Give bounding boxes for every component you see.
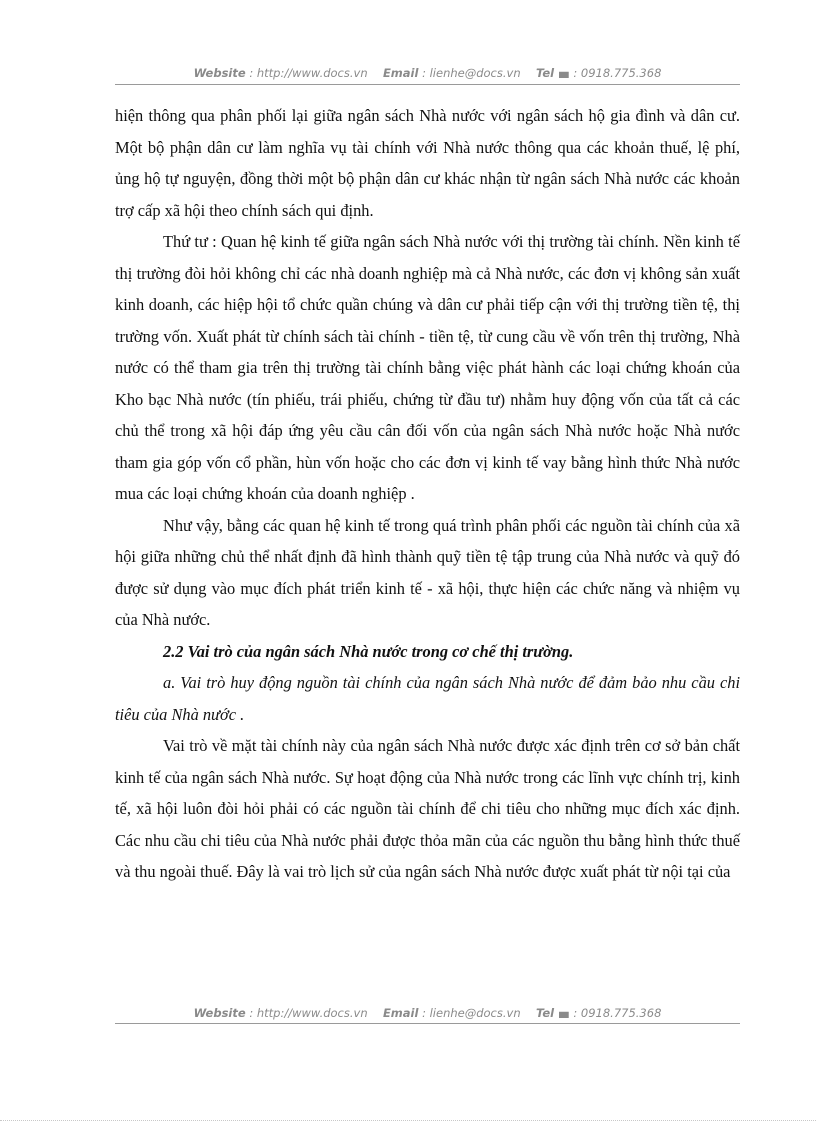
footer-website-link[interactable]: : http://www.docs.vn bbox=[249, 1006, 368, 1020]
phone-icon bbox=[559, 1009, 569, 1018]
footer-email-label: Email bbox=[382, 1006, 419, 1020]
footer-divider bbox=[115, 1023, 740, 1024]
page-boundary-line bbox=[0, 1120, 816, 1121]
header-divider bbox=[115, 84, 740, 85]
footer-email-link[interactable]: : lienhe@docs.vn bbox=[422, 1006, 521, 1020]
footer-tel-value: : 0918.775.368 bbox=[573, 1006, 662, 1020]
paragraph-3: Như vậy, bằng các quan hệ kinh tế trong quá trình phân phối các nguồn tài chính của xã hội giữa những chủ thể nhất định đã hình thành quỹ tiền tệ tập trung của Nhà nước và quỹ đó được sử dụng vào mục đích phát triển kinh tế - xã hội, thực hiện các chức năng và nhiệm vụ của Nhà nước. bbox=[115, 515, 740, 629]
header-email-link[interactable]: : lienhe@docs.vn bbox=[422, 66, 521, 80]
phone-icon bbox=[559, 69, 569, 78]
footer-tel-label: Tel bbox=[535, 1006, 555, 1020]
footer-website-label: Website bbox=[193, 1006, 246, 1020]
paragraph-2: Thứ tư : Quan hệ kinh tế giữa ngân sách Nhà nước với thị trường tài chính. Nền kinh tế thị trường đòi hỏi không chỉ các nhà doanh nghiệp mà cả Nhà nước, các đơn vị không sản xuất kinh doanh, các hiệp hội tổ chức quần chúng và dân cư phải tiếp cận với thị trường tiền tệ, thị trường vốn. Xuất phát từ chính sách tài chính - tiền tệ, từ cung cầu về vốn trên thị trường, Nhà nước có thể tham gia trên thị trường tài chính bằng việc phát hành các loại chứng khoán của Kho bạc Nhà nước (tín phiếu, trái phiếu, chứng từ đầu tư) nhằm huy động vốn của tất cả các chủ thể trong xã hội đáp ứng yêu cầu cân đối vốn của ngân sách Nhà nước hoặc Nhà nước tham gia góp vốn cổ phần, hùn vốn hoặc cho các đơn vị kinh tế vay bằng hình thức Nhà nước mua các loại chứng khoán của doanh nghiệp . bbox=[115, 232, 740, 503]
header-website-label: Website bbox=[193, 66, 246, 80]
paragraph-4: Vai trò về mặt tài chính này của ngân sách Nhà nước được xác định trên cơ sở bản chất kinh tế của ngân sách Nhà nước. Sự hoạt động của Nhà nước trong các lĩnh vực chính trị, kinh tế, xã hội luôn đòi hỏi phải có các nguồn tài chính để chi tiêu cho những mục đích xác định. Các nhu cầu chi tiêu của Nhà nước phải được thỏa mãn của các nguồn thu bằng hình thức thuế và thu ngoài thuế. Đây là vai trò lịch sử của ngân sách Nhà nước được xuất phát từ nội tại của bbox=[115, 736, 740, 881]
subsection-heading: a. Vai trò huy động nguồn tài chính của ngân sách Nhà nước để đảm bảo nhu cầu chi tiêu của Nhà nước . bbox=[115, 673, 740, 724]
page-header bbox=[115, 66, 740, 80]
header-tel-label: Tel bbox=[535, 66, 555, 80]
header-tel-value: : 0918.775.368 bbox=[573, 66, 662, 80]
section-heading: 2.2 Vai trò của ngân sách Nhà nước trong cơ chế thị trường. bbox=[163, 641, 574, 661]
header-website-link[interactable]: : http://www.docs.vn bbox=[249, 66, 368, 80]
page-footer bbox=[115, 1006, 740, 1020]
header-email-label: Email bbox=[382, 66, 419, 80]
paragraph-1: hiện thông qua phân phối lại giữa ngân sách Nhà nước với ngân sách hộ gia đình và dân cư. Một bộ phận dân cư làm nghĩa vụ tài chính với Nhà nước thông qua các khoản thuế, lệ phí, ủng hộ tự nguyện, đồng thời một bộ phận dân cư khác nhận từ ngân sách Nhà nước các khoản trợ cấp xã hội theo chính sách qui định. bbox=[115, 106, 740, 220]
document-body bbox=[115, 100, 740, 888]
